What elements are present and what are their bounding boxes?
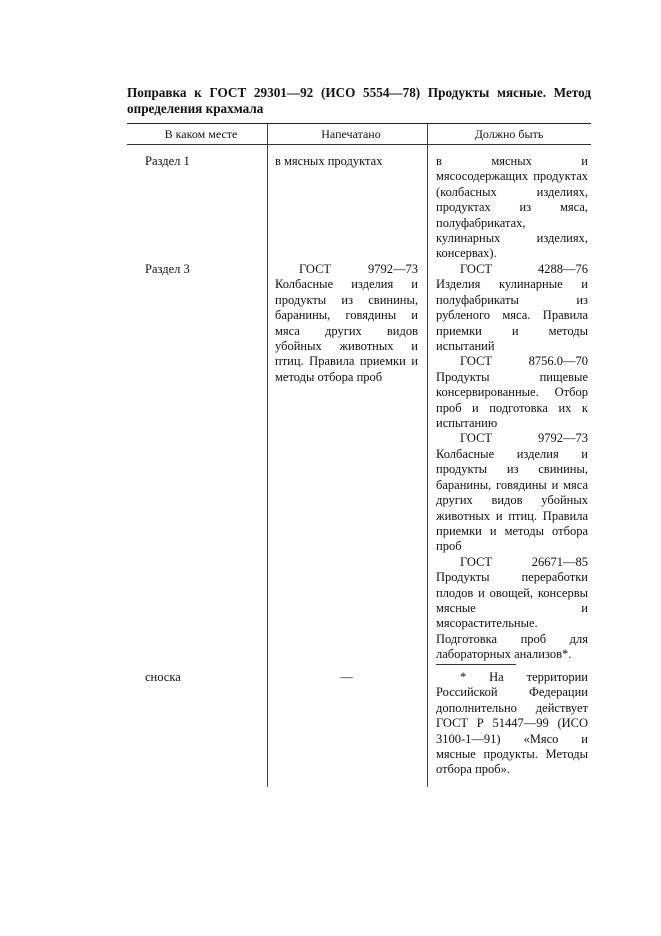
- row-printed: [275, 262, 418, 385]
- row-should-be: [436, 154, 588, 262]
- should-be-text: в мясных и мясосодержащих продуктах (колбасных изделиях, продуктах из мяса, полуфабрикатах, кулинарных изделиях, консервах).: [436, 154, 588, 261]
- printed-text: ГОСТ 9792—73 Колбасные изделия и продукты из свинины, баранины, говядины и мяса других видов убойных животных и птиц. Правила приемки и методы отбора проб: [275, 262, 418, 384]
- header-should-be: Должно быть: [474, 127, 544, 141]
- header-place: В каком месте: [164, 127, 238, 141]
- row-printed: [275, 154, 418, 169]
- column-divider: [427, 124, 428, 787]
- row-should-be: [436, 670, 588, 778]
- header-printed: Напечатано: [321, 127, 381, 141]
- should-be-text: ГОСТ 9792—73 Колбасные изделия и продукты из свинины, баранины, говядины и мяса других видов убойных животных и птиц. Правила приемки и методы отбора проб: [436, 431, 588, 554]
- table-header: [127, 124, 591, 145]
- row-place: сноска: [145, 670, 181, 684]
- printed-dash: —: [340, 670, 353, 684]
- should-be-text: ГОСТ 8756.0—70 Продукты пищевые консервированные. Отбор проб и подготовка их к испытанию: [436, 354, 588, 431]
- printed-text: в мясных продуктах: [275, 154, 383, 168]
- correction-table: [127, 123, 591, 787]
- footnote-text: * На территории Российской Федерации дополнительно действует ГОСТ Р 51447—99 (ИСО 3100-1—91) «Мясо и мясные продукты. Методы отбора проб».: [436, 670, 588, 777]
- document-title: Поправка к ГОСТ 29301—92 (ИСО 5554—78) Продукты мясные. Метод определения крахмала: [127, 85, 591, 116]
- should-be-text: ГОСТ 4288—76 Изделия кулинарные и полуфабрикаты из рубленого мяса. Правила приемки и методы испытаний: [436, 262, 588, 354]
- footnote-rule: [436, 664, 516, 665]
- row-place: Раздел 3: [145, 262, 190, 276]
- column-divider: [267, 124, 268, 787]
- should-be-text: ГОСТ 26671—85 Продукты переработки плодов и овощей, консервы мясные и мясорастительные. Подготовка проб для лабораторных анализов*.: [436, 554, 588, 662]
- row-should-be: [436, 262, 588, 663]
- row-place: Раздел 1: [145, 154, 190, 168]
